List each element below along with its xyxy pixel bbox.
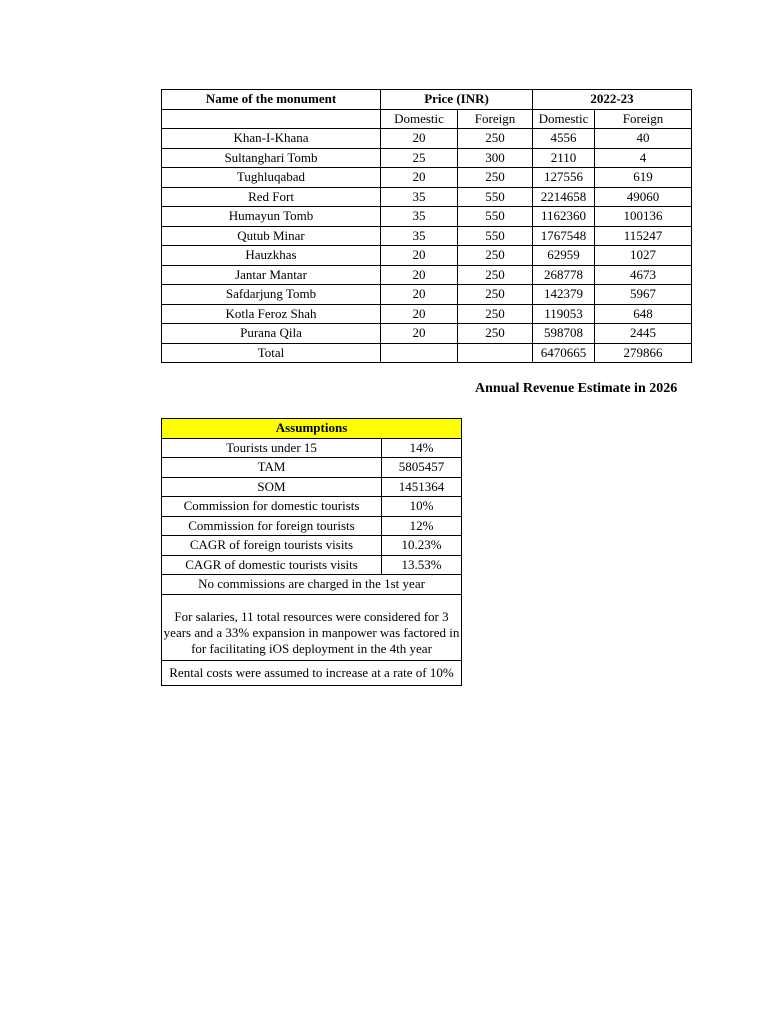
- price-domestic-header: Domestic: [381, 109, 458, 129]
- monument-name-cell: Sultanghari Tomb: [162, 148, 381, 168]
- total-visits-foreign: 279866: [595, 343, 692, 363]
- visits-domestic-cell: 4556: [533, 129, 595, 149]
- price-foreign-cell: 550: [458, 207, 533, 227]
- assumption-label: TAM: [162, 458, 382, 478]
- assumption-value: 14%: [382, 438, 462, 458]
- assumption-row: [162, 516, 462, 536]
- price-domestic-cell: 20: [381, 285, 458, 305]
- monument-table: [161, 89, 692, 363]
- price-foreign-header: Foreign: [458, 109, 533, 129]
- price-foreign-cell: 250: [458, 324, 533, 344]
- empty-cell: [381, 343, 458, 363]
- table-row: [162, 324, 692, 344]
- revenue-estimate-heading: Annual Revenue Estimate in 2026: [475, 381, 678, 396]
- visits-foreign-cell: 2445: [595, 324, 692, 344]
- price-domestic-cell: 35: [381, 226, 458, 246]
- monument-name-cell: Khan-I-Khana: [162, 129, 381, 149]
- assumption-label: CAGR of domestic tourists visits: [162, 555, 382, 575]
- assumption-row: [162, 438, 462, 458]
- subheader-row: [162, 109, 692, 129]
- visits-domestic-cell: 127556: [533, 168, 595, 188]
- price-domestic-cell: 20: [381, 168, 458, 188]
- visits-foreign-cell: 619: [595, 168, 692, 188]
- visits-domestic-header: Domestic: [533, 109, 595, 129]
- visits-foreign-cell: 115247: [595, 226, 692, 246]
- visits-foreign-cell: 4673: [595, 265, 692, 285]
- assumption-label: CAGR of foreign tourists visits: [162, 536, 382, 556]
- price-foreign-cell: 300: [458, 148, 533, 168]
- assumption-note: For salaries, 11 total resources were considered for 3 years and a 33% expansion in manpower was factored in for facilitating iOS deployment in the 4th year: [162, 594, 462, 660]
- price-domestic-cell: 25: [381, 148, 458, 168]
- monument-name-cell: Jantar Mantar: [162, 265, 381, 285]
- price-foreign-cell: 250: [458, 168, 533, 188]
- table-row: [162, 265, 692, 285]
- assumption-note: Rental costs were assumed to increase at a rate of 10%: [162, 660, 462, 686]
- monument-name-cell: Kotla Feroz Shah: [162, 304, 381, 324]
- visits-foreign-cell: 4: [595, 148, 692, 168]
- visits-foreign-cell: 5967: [595, 285, 692, 305]
- monument-name-header: Name of the monument: [162, 90, 381, 110]
- price-foreign-cell: 250: [458, 246, 533, 266]
- table-row: [162, 148, 692, 168]
- assumption-row: [162, 458, 462, 478]
- visits-domestic-cell: 2214658: [533, 187, 595, 207]
- assumption-note-row: [162, 575, 462, 595]
- assumptions-body: [162, 438, 462, 686]
- monument-name-cell: Humayun Tomb: [162, 207, 381, 227]
- total-visits-domestic: 6470665: [533, 343, 595, 363]
- assumption-label: Commission for foreign tourists: [162, 516, 382, 536]
- price-foreign-cell: 250: [458, 285, 533, 305]
- monument-name-cell: Qutub Minar: [162, 226, 381, 246]
- assumption-note-row: [162, 660, 462, 686]
- assumption-row: [162, 497, 462, 517]
- assumption-label: Commission for domestic tourists: [162, 497, 382, 517]
- table-row: [162, 246, 692, 266]
- price-domestic-cell: 20: [381, 265, 458, 285]
- assumption-note: No commissions are charged in the 1st year: [162, 575, 462, 595]
- price-foreign-cell: 550: [458, 226, 533, 246]
- visits-domestic-cell: 62959: [533, 246, 595, 266]
- assumption-note-row: [162, 594, 462, 660]
- assumption-value: 10%: [382, 497, 462, 517]
- table-row: [162, 168, 692, 188]
- visits-domestic-cell: 1162360: [533, 207, 595, 227]
- assumption-value: 12%: [382, 516, 462, 536]
- assumptions-title: Assumptions: [162, 419, 462, 439]
- total-label: Total: [162, 343, 381, 363]
- price-domestic-cell: 20: [381, 304, 458, 324]
- empty-cell: [162, 109, 381, 129]
- assumption-row: [162, 555, 462, 575]
- monument-name-cell: Red Fort: [162, 187, 381, 207]
- visits-foreign-cell: 648: [595, 304, 692, 324]
- price-domestic-cell: 35: [381, 207, 458, 227]
- year-header: 2022-23: [533, 90, 692, 110]
- visits-foreign-cell: 40: [595, 129, 692, 149]
- price-domestic-cell: 35: [381, 187, 458, 207]
- table-row: [162, 187, 692, 207]
- monument-name-cell: Purana Qila: [162, 324, 381, 344]
- visits-foreign-cell: 1027: [595, 246, 692, 266]
- assumptions-header-row: [162, 419, 462, 439]
- price-foreign-cell: 250: [458, 265, 533, 285]
- visits-domestic-cell: 142379: [533, 285, 595, 305]
- price-domestic-cell: 20: [381, 129, 458, 149]
- table-row: [162, 285, 692, 305]
- assumption-label: Tourists under 15: [162, 438, 382, 458]
- table-row: [162, 304, 692, 324]
- visits-domestic-cell: 598708: [533, 324, 595, 344]
- price-header: Price (INR): [381, 90, 533, 110]
- monument-name-cell: Hauzkhas: [162, 246, 381, 266]
- visits-foreign-header: Foreign: [595, 109, 692, 129]
- header-row: [162, 90, 692, 110]
- table-row: [162, 226, 692, 246]
- empty-cell: [458, 343, 533, 363]
- visits-domestic-cell: 268778: [533, 265, 595, 285]
- assumption-row: [162, 477, 462, 497]
- price-domestic-cell: 20: [381, 246, 458, 266]
- assumption-label: SOM: [162, 477, 382, 497]
- visits-domestic-cell: 2110: [533, 148, 595, 168]
- assumption-value: 1451364: [382, 477, 462, 497]
- price-foreign-cell: 250: [458, 129, 533, 149]
- monument-name-cell: Safdarjung Tomb: [162, 285, 381, 305]
- assumption-value: 10.23%: [382, 536, 462, 556]
- table-row: [162, 207, 692, 227]
- monument-name-cell: Tughluqabad: [162, 168, 381, 188]
- monument-table-body: [162, 129, 692, 344]
- visits-domestic-cell: 1767548: [533, 226, 595, 246]
- price-foreign-cell: 550: [458, 187, 533, 207]
- visits-foreign-cell: 49060: [595, 187, 692, 207]
- price-domestic-cell: 20: [381, 324, 458, 344]
- visits-foreign-cell: 100136: [595, 207, 692, 227]
- assumptions-table: [161, 418, 462, 686]
- assumption-value: 5805457: [382, 458, 462, 478]
- price-foreign-cell: 250: [458, 304, 533, 324]
- total-row: [162, 343, 692, 363]
- assumption-value: 13.53%: [382, 555, 462, 575]
- table-row: [162, 129, 692, 149]
- visits-domestic-cell: 119053: [533, 304, 595, 324]
- assumption-row: [162, 536, 462, 556]
